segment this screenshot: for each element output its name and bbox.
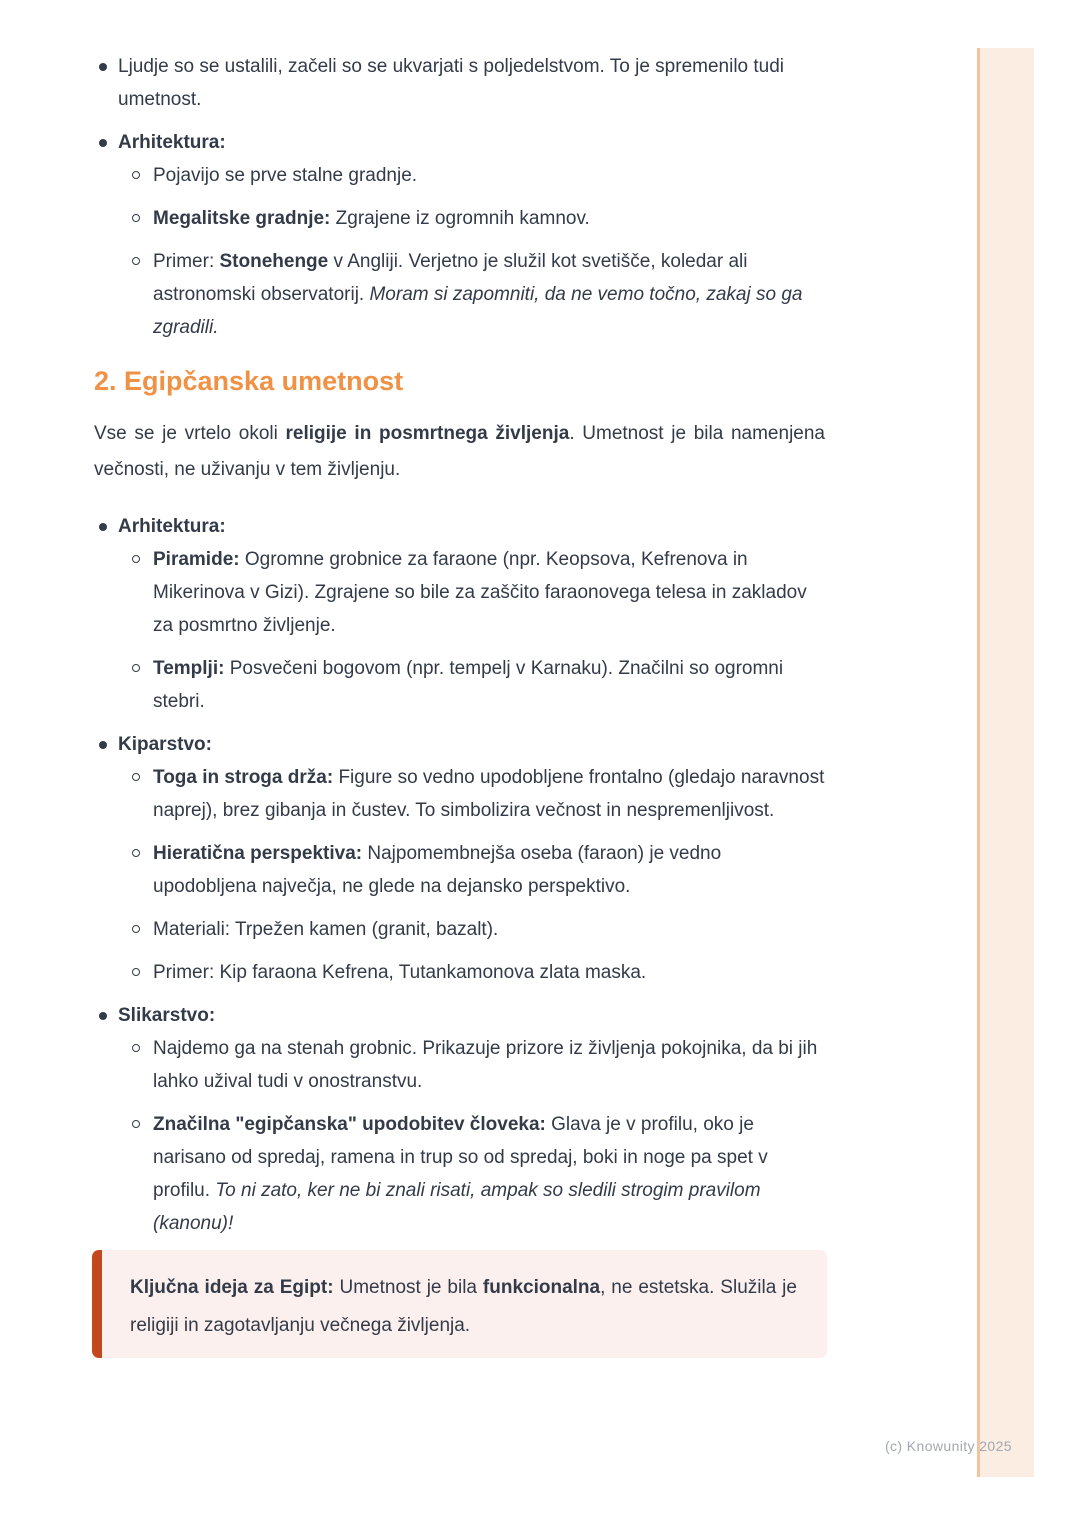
bullet-circle-icon xyxy=(132,214,140,222)
bullet-circle-icon xyxy=(132,664,140,672)
callout-text: Umetnost je bila xyxy=(333,1277,483,1298)
list-item-term: Značilna "egipčanska" upodobitev človeka: xyxy=(153,1114,546,1135)
list-item-note: To ni zato, ker ne bi znali risati, ampak so sledili strogim pravilom (kanonu)! xyxy=(153,1180,761,1234)
callout-text: , ne estetska. Služila je religiji in zagotavljanju večnega življenja. xyxy=(130,1277,797,1336)
list-item xyxy=(94,126,825,344)
list-item xyxy=(118,245,825,344)
list-item-text: Pojavijo se prve stalne gradnje. xyxy=(153,165,418,186)
list-item-term: Megalitske gradnje: xyxy=(153,208,331,229)
bullet-circle-icon xyxy=(132,171,140,179)
list-item-text: Najpomembnejša oseba (faraon) je vedno upodobljena največja, ne glede na dejansko perspektivo. xyxy=(153,843,722,897)
list-item xyxy=(118,1108,825,1240)
notes-page-content xyxy=(94,50,825,1358)
sub-bullet-list xyxy=(118,543,825,718)
sub-bullet-list xyxy=(118,1032,825,1240)
list-item-term: Toga in stroga drža: xyxy=(153,767,334,788)
list-item xyxy=(94,728,825,989)
list-item-text: Ogromne grobnice za faraone (npr. Keopsova, Kefrenova in Mikerinova v Gizi). Zgrajene so bile za zaščito faraonovega telesa in zakladov za posmrtno življenje. xyxy=(153,549,807,636)
bullet-dot-icon xyxy=(99,741,107,749)
list-item-text: Najdemo ga na stenah grobnic. Prikazuje prizore iz življenja pokojnika, da bi jih lahko užival tudi v onostranstvu. xyxy=(153,1038,818,1092)
callout-term: Ključna ideja za Egipt: xyxy=(130,1277,334,1298)
list-item-term: Piramide: xyxy=(153,549,240,570)
list-item-term: Stonehenge xyxy=(219,251,329,272)
bullet-circle-icon xyxy=(132,1044,140,1052)
paragraph-text: . Umetnost je bila namenjena večnosti, ne uživanju v tem življenju. xyxy=(94,423,825,480)
bullet-dot-icon xyxy=(99,139,107,147)
list-item xyxy=(118,913,825,946)
list-item-term: Templji: xyxy=(153,658,225,679)
list-item xyxy=(94,50,825,116)
list-item-text: Materiali: Trpežen kamen (granit, bazalt). xyxy=(153,919,499,940)
bullet-circle-icon xyxy=(132,1120,140,1128)
sub-bullet-list xyxy=(118,761,825,989)
list-item xyxy=(118,837,825,903)
list-item xyxy=(118,761,825,827)
list-item-term: Hieratična perspektiva: xyxy=(153,843,363,864)
list-item-text: Figure so vedno upodobljene frontalno (gledajo naravnost naprej), brez gibanja in čustev. To simbolizira večnost in nespremenljivost. xyxy=(153,767,825,821)
page-accent-strip xyxy=(977,48,1034,1477)
bullet-circle-icon xyxy=(132,773,140,781)
paragraph-text: Vse se je vrtelo okoli xyxy=(94,423,286,444)
bullet-circle-icon xyxy=(132,555,140,563)
bullet-circle-icon xyxy=(132,849,140,857)
list-item-label: Arhitektura: xyxy=(118,132,226,153)
intro-bullet-list xyxy=(94,50,825,344)
list-item xyxy=(118,159,825,192)
list-item-text: Primer: Kip faraona Kefrena, Tutankamonova zlata maska. xyxy=(153,962,647,983)
bullet-circle-icon xyxy=(132,925,140,933)
sub-bullet-list xyxy=(118,159,825,344)
bullet-dot-icon xyxy=(99,1012,107,1020)
key-idea-callout xyxy=(92,1250,827,1358)
list-item-text: Glava je v profilu, oko je narisano od spredaj, ramena in trup so od spredaj, boki in noge pa spet v profilu. xyxy=(153,1114,768,1201)
bullet-circle-icon xyxy=(132,257,140,265)
egypt-bullet-list xyxy=(94,510,825,1240)
copyright-watermark: (c) Knowunity 2025 xyxy=(884,1438,1012,1454)
list-item-label: Slikarstvo: xyxy=(118,1005,216,1026)
list-item xyxy=(94,510,825,718)
list-item xyxy=(94,999,825,1240)
list-item xyxy=(118,652,825,718)
section-intro-paragraph xyxy=(94,416,825,488)
list-item-text: v Angliji. Verjetno je služil kot svetišče, koledar ali astronomski observatorij. xyxy=(153,251,748,305)
list-item xyxy=(118,1032,825,1098)
paragraph-emphasis: religije in posmrtnega življenja xyxy=(285,423,570,444)
section-heading: 2. Egipčanska umetnost xyxy=(94,366,404,396)
list-item xyxy=(118,202,825,235)
list-item-label: Arhitektura: xyxy=(118,516,226,537)
list-item-label: Kiparstvo: xyxy=(118,734,212,755)
list-item-text: Zgrajene iz ogromnih kamnov. xyxy=(330,208,590,229)
list-item-note: Moram si zapomniti, da ne vemo točno, zakaj so ga zgradili. xyxy=(153,284,803,338)
bullet-dot-icon xyxy=(99,523,107,531)
list-item xyxy=(118,543,825,642)
list-item-text: Posvečeni bogovom (npr. tempelj v Karnaku). Značilni so ogromni stebri. xyxy=(153,658,784,712)
bullet-dot-icon xyxy=(99,63,107,71)
list-item-text: Ljudje so se ustalili, začeli so se ukvarjati s poljedelstvom. To je spremenilo tudi umetnost. xyxy=(118,56,785,110)
bullet-circle-icon xyxy=(132,968,140,976)
list-item-text: Primer: xyxy=(153,251,220,272)
list-item xyxy=(118,956,825,989)
callout-emphasis: funkcionalna xyxy=(482,1277,601,1298)
